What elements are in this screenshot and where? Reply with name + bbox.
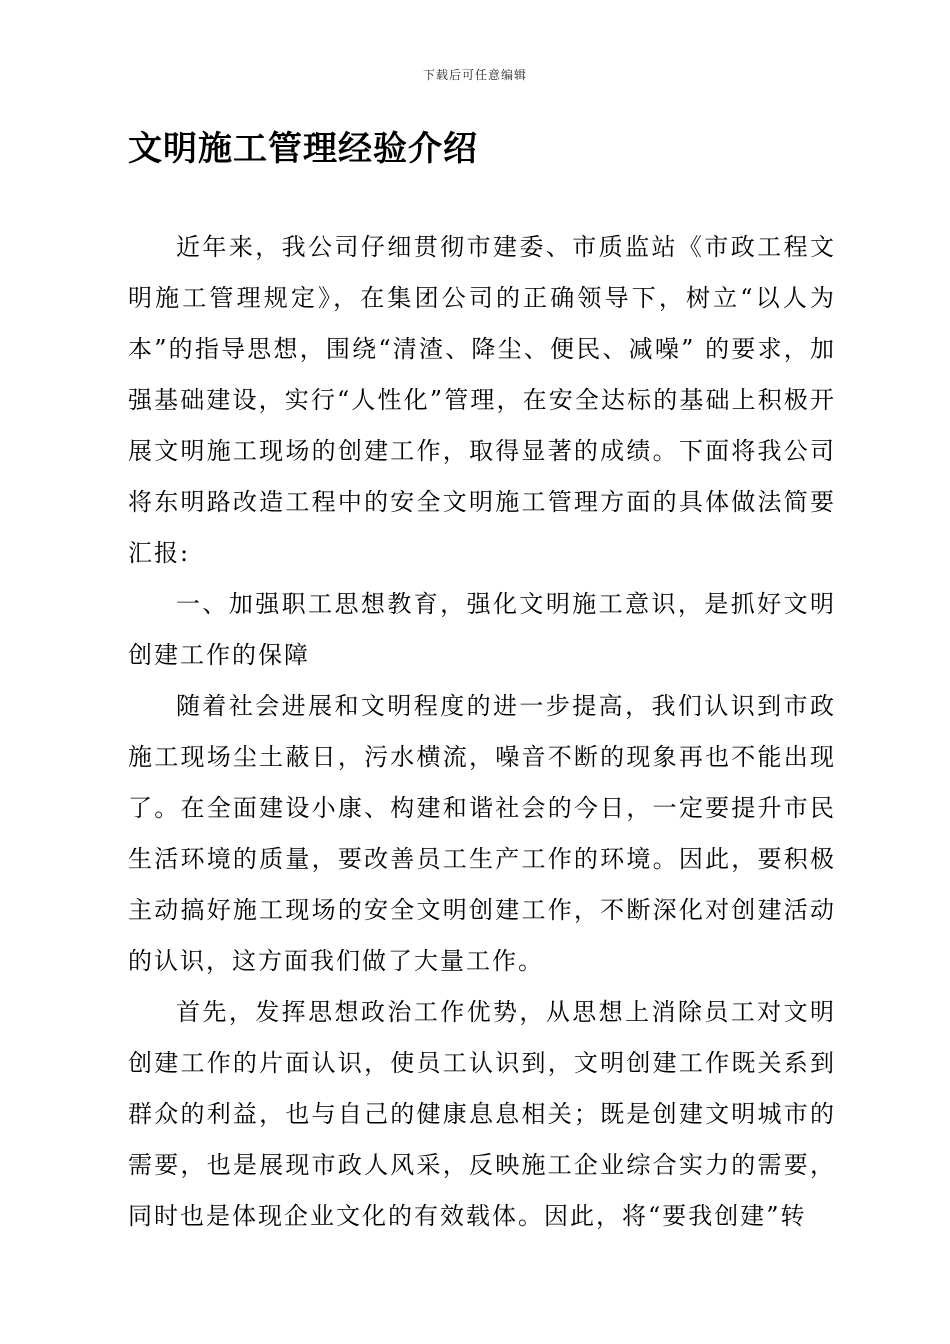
- document-body: [128, 222, 836, 1242]
- paragraph-first-measure: 首先，发挥思想政治工作优势，从思想上消除员工对文明创建工作的片面认识，使员工认识到，文明创建工作既关系到群众的利益，也与自己的健康息息相关；既是创建文明城市的需要，也是展现市政人风采，反映施工企业综合实力的需要，同时也是体现企业文化的有效载体。因此，将“要我创建”转: [128, 998, 836, 1230]
- header-note: 下载后可任意编辑: [422, 68, 527, 82]
- paragraph-background: 随着社会进展和文明程度的进一步提高，我们认识到市政施工现场尘土蔽日，污水横流，噪音不断的现象再也不能出现了。在全面建设小康、构建和谐社会的今日，一定要提升市民生活环境的质量，要改善员工生产工作的环境。因此，要积极主动搞好施工现场的安全文明创建工作，不断深化对创建活动的认识，这方面我们做了大量工作。: [128, 692, 836, 975]
- paragraph-intro: 近年来，我公司仔细贯彻市建委、市质监站《市政工程文明施工管理规定》，在集团公司的正确领导下，树立“以人为本”的指导思想，围绕“清渣、降尘、便民、减噪” 的要求，加强基础建设，实行“人性化”管理，在安全达标的基础上积极开展文明施工现场的创建工作，取得显著的成绩。下面将我公司将东明路改造工程中的安全文明施工管理方面的具体做法简要汇报:: [128, 233, 836, 567]
- section-heading-1: 一、加强职工思想教育，强化文明施工意识，是抓好文明创建工作的保障: [128, 590, 836, 669]
- document-title: 文明施工管理经验介绍: [128, 129, 478, 169]
